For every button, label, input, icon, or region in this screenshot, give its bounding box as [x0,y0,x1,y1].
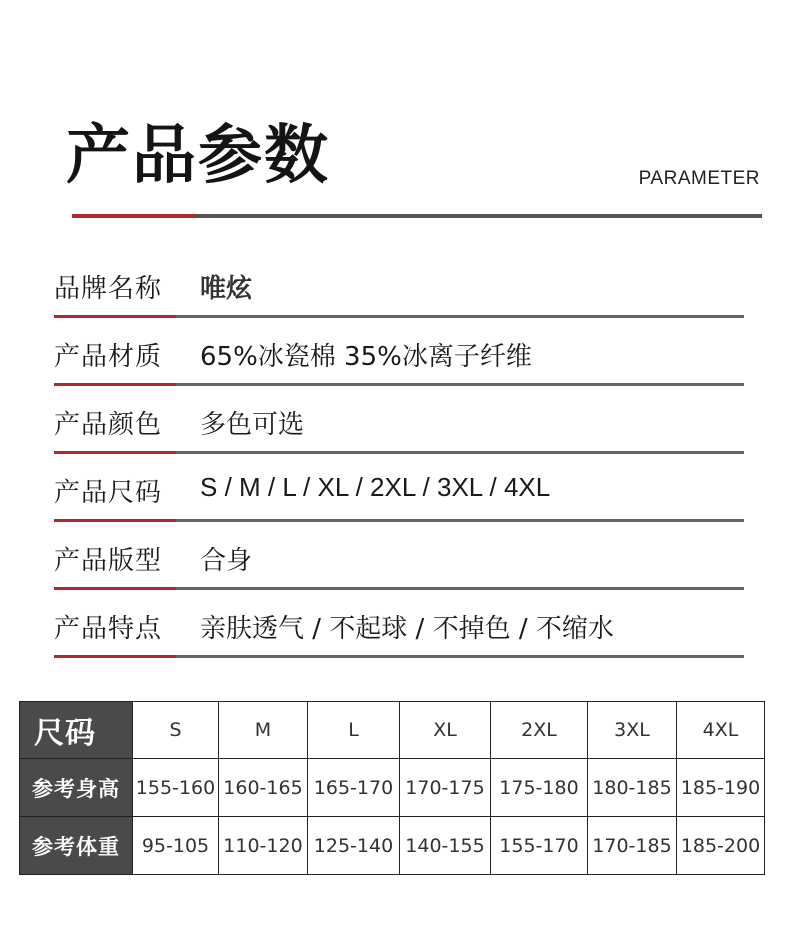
table-cell: 170-185 [588,817,677,875]
row-divider-accent [54,655,176,658]
size-header-cell: XL [400,702,491,759]
param-label: 产品尺码 [54,478,163,508]
table-cell: 110-120 [219,817,308,875]
row-label-weight: 参考体重 [20,817,133,875]
size-header-row [20,702,765,759]
row-divider [54,655,744,658]
title-divider-accent [72,214,196,218]
param-value: S / M / L / XL / 2XL / 3XL / 4XL [200,472,551,502]
param-label: 产品材质 [54,342,163,372]
table-cell: 155-170 [491,817,588,875]
table-row-height [20,759,765,817]
param-value: 合身 [200,546,253,576]
param-row-material [54,318,744,386]
param-row-color [54,386,744,454]
table-cell: 175-180 [491,759,588,817]
size-header-cell: L [308,702,400,759]
page-subtitle: PARAMETER [638,168,760,189]
size-header-cell: 4XL [677,702,765,759]
param-label: 品牌名称 [54,274,163,304]
param-value: 65%冰瓷棉 35%冰离子纤维 [200,342,532,372]
param-label: 产品版型 [54,546,163,576]
table-cell: 95-105 [133,817,219,875]
table-cell: 160-165 [219,759,308,817]
title-divider [72,214,762,218]
size-chart-table [19,701,765,875]
param-row-features [54,590,744,658]
table-cell: 125-140 [308,817,400,875]
param-value: 多色可选 [200,410,305,440]
size-header-cell: 3XL [588,702,677,759]
parameter-list [54,250,744,658]
table-cell: 170-175 [400,759,491,817]
table-cell: 140-155 [400,817,491,875]
param-row-size [54,454,744,522]
table-row-weight [20,817,765,875]
size-header-cell: S [133,702,219,759]
param-value: 唯炫 [200,274,253,304]
table-cell: 155-160 [133,759,219,817]
param-label: 产品颜色 [54,410,163,440]
table-cell: 165-170 [308,759,400,817]
param-row-fit [54,522,744,590]
size-header-cell: M [219,702,308,759]
param-label: 产品特点 [54,614,163,644]
param-row-brand [54,250,744,318]
size-table-corner: 尺码 [20,702,133,759]
size-header-cell: 2XL [491,702,588,759]
page-title: 产品参数 [66,118,330,193]
table-cell: 180-185 [588,759,677,817]
row-label-height: 参考身高 [20,759,133,817]
table-cell: 185-200 [677,817,765,875]
table-cell: 185-190 [677,759,765,817]
param-value: 亲肤透气 / 不起球 / 不掉色 / 不缩水 [200,614,614,644]
